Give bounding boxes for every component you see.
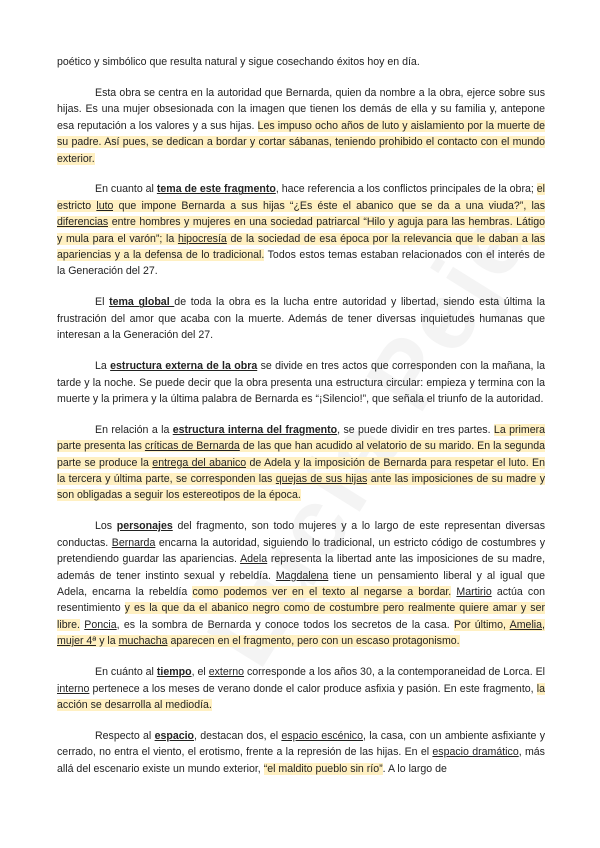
text: del fragmento, son todo mujeres y a lo largo de este representan diversas conductas. xyxy=(57,520,545,549)
highlighted-text: de Adela y la imposición de Bernarda para respetar el luto. En la tercera y última parte, se corresponden las xyxy=(57,456,545,486)
text: , destacan dos, el xyxy=(194,729,282,742)
highlighted-text: Por último, xyxy=(453,618,510,631)
highlighted-text: “el maldito pueblo sin río” xyxy=(263,762,383,775)
document-page xyxy=(57,54,545,792)
highlighted-text: y la xyxy=(96,635,119,648)
highlighted-text: aparecen en el fragmento, pero con un escaso protagonismo. xyxy=(167,635,460,648)
underlined-term: hipocresía xyxy=(177,232,227,245)
text: de toda la obra es la lucha entre autoridad y libertad, siendo esta última la frustración del amor que acaba con la muerte. Además de tener diversas inquietudes humanas que interesan a la Generación del 27. xyxy=(57,296,545,342)
underlined-term: luto xyxy=(96,199,114,212)
highlighted-text: la acción se desarrolla al mediodía. xyxy=(57,682,545,711)
text: El xyxy=(95,296,110,309)
paragraph-characters xyxy=(57,518,545,649)
text: representa la libertad ante las imposiciones de su madre, además de tener instinto sexual y rebeldía. xyxy=(57,553,546,582)
text: se divide en tres actos que corresponden con la mañana, la tarde y la noche. Se puede decir que la obra presenta una estructura circular: empieza y termina con la muerte y la primera y la última palabra de Bernarda es “¡Silencio!”, que señala el triunfo de la autoridad. xyxy=(57,360,545,405)
text: Todos estos temas estaban relacionados con el interés de la Generación del 27. xyxy=(57,249,545,278)
section-heading-term: tema de este fragmento xyxy=(156,183,276,196)
highlighted-text: , xyxy=(542,618,545,631)
text: En relación a la xyxy=(95,423,173,436)
paragraph-time xyxy=(57,664,545,713)
character-name: Martirio xyxy=(456,585,492,598)
section-heading-term: personajes xyxy=(116,520,173,533)
paragraph-bernarda-authority xyxy=(57,85,545,167)
text: actúa con resentimiento xyxy=(57,585,545,615)
underlined-term: entrega del abanico xyxy=(152,456,247,469)
text: En cuánto al xyxy=(95,666,157,679)
section-heading-term: estructura interna del fragmento xyxy=(172,423,338,436)
underlined-term: quejas de sus hijas xyxy=(275,473,368,486)
character-name: Adela xyxy=(240,553,268,566)
paragraph-fragment-theme xyxy=(57,181,545,279)
text: corresponde a los años 30, a la contemporaneidad de Lorca. El xyxy=(244,666,546,679)
paragraph-external-structure xyxy=(57,358,545,407)
underlined-term: interno xyxy=(57,682,90,695)
highlighted-text: de las que han acudido al velatorio de su marido. En la segunda parte se produce la xyxy=(57,440,545,469)
underlined-term: críticas de Bernarda xyxy=(144,440,240,453)
section-heading-term: tema global xyxy=(109,296,175,309)
paragraph-intro-continuation xyxy=(57,54,545,70)
paragraph-global-theme xyxy=(57,294,545,343)
highlighted-text: La primera parte presenta las xyxy=(57,423,545,453)
character-name: Bernarda xyxy=(111,536,156,549)
text: . A lo largo de xyxy=(382,762,447,775)
text: , más allá del escenario existe un mundo exterior, xyxy=(57,746,545,775)
text: En cuanto al xyxy=(95,183,157,196)
text: tiene un pensamiento liberal y al igual que Adela, encarna la rebeldía xyxy=(57,569,546,598)
underlined-term: espacio dramático xyxy=(432,746,519,759)
highlighted-text: de la sociedad de esa época por la relevancia que le daban a las apariencias y a la defensa de lo tradicional. xyxy=(57,232,545,262)
paragraph-internal-structure xyxy=(57,422,545,504)
text: , la casa, con un ambiente asfixiante y cerrado, no entra el viento, el erotismo, frente a la represión de las hijas. En el xyxy=(57,729,546,759)
text: La xyxy=(95,360,111,373)
section-heading-term: estructura externa de la obra xyxy=(110,360,258,373)
highlighted-text: como podemos ver en el texto al negarse a bordar. xyxy=(192,585,452,598)
character-name: Poncia xyxy=(84,618,117,631)
section-heading-term: tiempo xyxy=(156,666,192,679)
text: pertenece a los meses de verano donde el calor produce asfixia y pasión. En este fragmento, xyxy=(89,682,537,695)
highlighted-text: entre hombres y mujeres en una sociedad patriarcal “Hilo y aguja para las hembras. Látigo y mula para el varón”; la xyxy=(57,216,545,245)
text: , es la sombra de Bernarda y conoce todos los secretos de la casa. xyxy=(116,618,454,631)
highlighted-text: ante las imposiciones de su madre y son obligadas a seguir los estereotipos de la época. xyxy=(57,473,546,502)
paragraph-space xyxy=(57,728,545,777)
text: poético y simbólico que resulta natural y sigue cosechando éxitos hoy en día. xyxy=(57,56,420,68)
highlighted-text: que impone Bernarda a sus hijas “¿Es éste el abanico que se da a una viuda?”, las xyxy=(113,199,545,212)
character-name: Amelia xyxy=(509,618,543,631)
text: encarna la autoridad, siguiendo lo tradicional, un estricto código de costumbres y pretendiendo guardar las apariencias. xyxy=(57,536,546,566)
section-heading-term: espacio xyxy=(154,729,195,742)
character-name: mujer 4ª xyxy=(57,635,97,648)
underlined-term: diferencias xyxy=(57,216,109,229)
highlighted-text: Les impuso ocho años de luto y aislamiento por la muerte de su padre. Así pues, se dedican a bordar y cortar sábanas, teniendo prohibido el contacto con el mundo exterior. xyxy=(57,119,546,165)
underlined-term: externo xyxy=(208,666,245,679)
character-name: Magdalena xyxy=(275,569,329,582)
text: , se puede dividir en tres partes. xyxy=(337,423,494,436)
highlighted-text: y es la que da el abanico negro como de costumbre pero realmente quiere amar y ser libre. xyxy=(57,602,545,631)
text: Los xyxy=(95,520,117,533)
highlighted-text: el estricto xyxy=(57,183,546,212)
text: , hace referencia a los conflictos principales de la obra; xyxy=(275,183,537,196)
underlined-term: espacio escénico xyxy=(281,729,364,742)
text: Respecto al xyxy=(95,729,155,742)
text: , el xyxy=(191,666,209,679)
text: Esta obra se centra en la autoridad que Bernarda, quien da nombre a la obra, ejerce sobre sus hijas. Es una mujer obsesionada con la imagen que tienen los demás de ella y su familia y, antepone esa reputación a los valores y a sus hijas. xyxy=(57,86,545,132)
character-name: muchacha xyxy=(118,635,168,648)
